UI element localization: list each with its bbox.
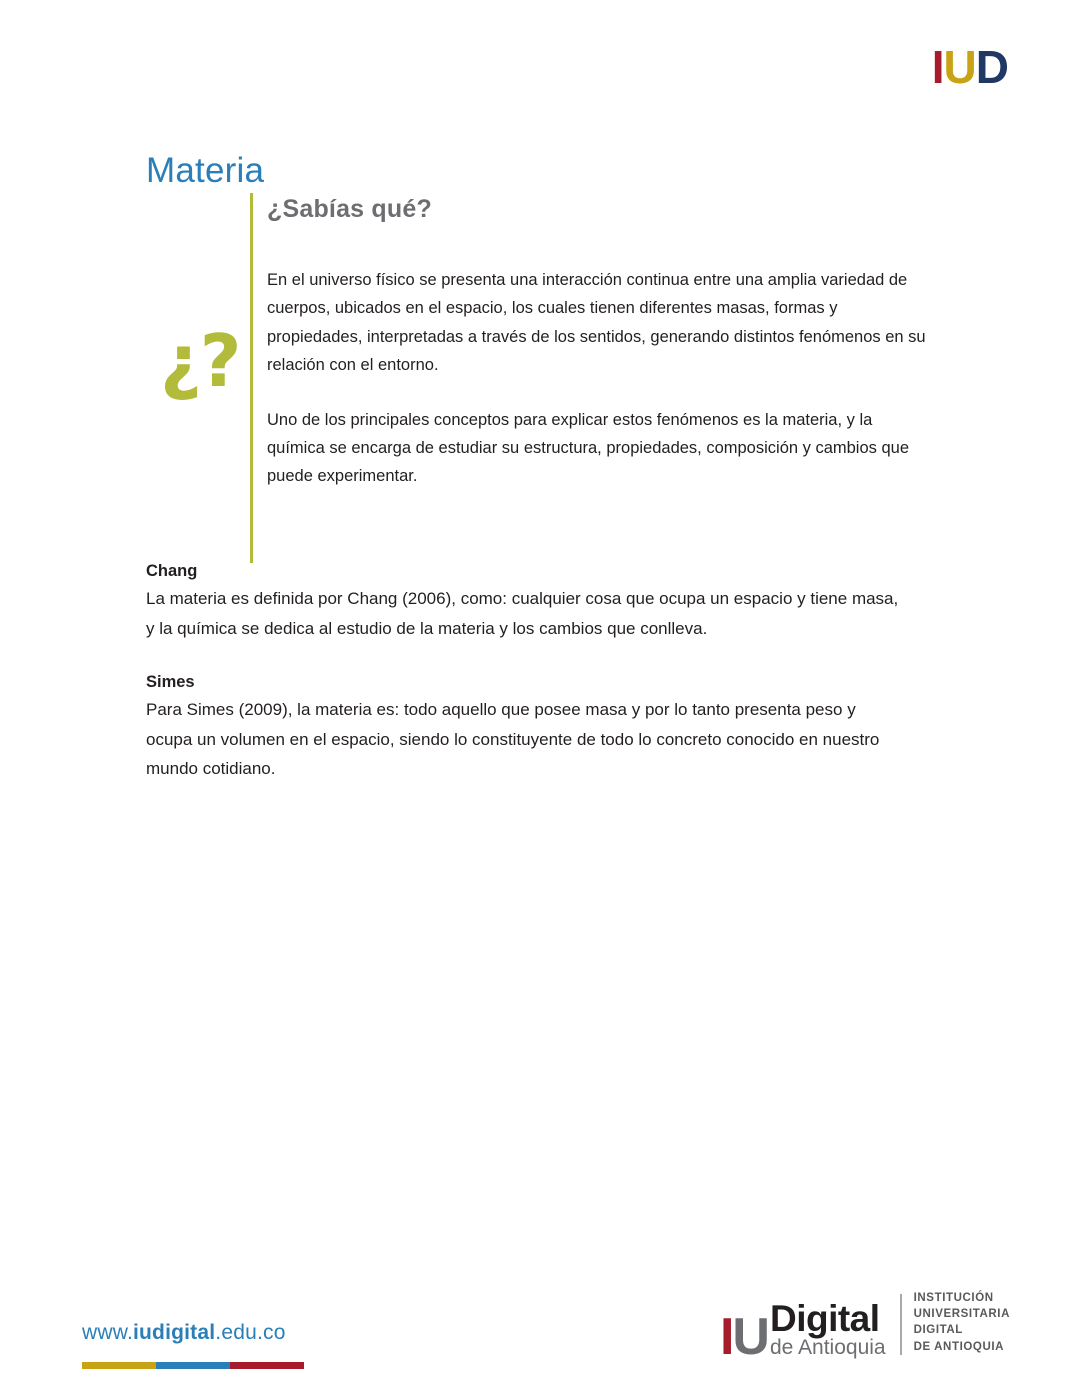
question-marks-icon: ¿? [160, 319, 240, 403]
footer-logo-divider [900, 1294, 902, 1355]
section-body-simes: Para Simes (2009), la materia es: todo aquello que posee masa y por lo tanto presenta peso y ocupa un volumen en el espacio, siendo lo constituyente de todo lo concreto conocido en nuestro mundo cotidiano. [146, 700, 880, 779]
footer-institution-line-2: UNIVERSITARIA [913, 1308, 1010, 1321]
footer-color-bars [82, 1362, 304, 1369]
iud-logo-letter-d: D [975, 41, 1008, 93]
iud-logo-letter-u: U [943, 41, 976, 93]
footer-bar-red [230, 1362, 304, 1369]
callout-text-column [267, 193, 926, 563]
section-body-chang: La materia es definida por Chang (2006), como: cualquier cosa que ocupa un espacio y tiene masa, y la química se dedica al estudio de la materia y los cambios que conlleva. [146, 589, 899, 638]
definitions-section [146, 562, 906, 784]
iud-logo-letter-i: I [931, 41, 944, 93]
footer-url-brand: iudigital [132, 1321, 216, 1344]
callout-paragraph-1: En el universo físico se presenta una interacción continua entre una amplia variedad de cuerpos, ubicados en el espacio, los cuales tienen diferentes masas, formas y propiedades, interpretadas a través de los sentidos, generando distintos fenómenos en su relación con el entorno. [267, 271, 926, 375]
footer-logo-digital: Digital [769, 1297, 880, 1339]
callout-heading: ¿Sabías qué? [267, 195, 432, 223]
footer-logo-institution-block [914, 1290, 1010, 1359]
page-title: Materia [146, 151, 265, 191]
section-title-simes: Simes [146, 673, 195, 692]
iu-digital-footer-logo [719, 1290, 1010, 1366]
section-title-chang: Chang [146, 562, 198, 580]
footer-url-prefix: www. [82, 1321, 133, 1344]
callout-paragraph-2: Uno de los principales conceptos para explicar estos fenómenos es la materia, y la química se encarga de estudiar su estructura, propiedades, composición y cambios que puede experimentar. [267, 410, 910, 486]
callout-bottom-spacer [267, 517, 926, 563]
footer-url-suffix: .edu.co [215, 1321, 286, 1344]
callout-accent-bar [250, 193, 253, 563]
footer-institution-line-1: INSTITUCIÓN [913, 1291, 994, 1304]
did-you-know-callout [146, 193, 926, 563]
footer-logo-de-antioquia: de Antioquia [769, 1335, 886, 1359]
footer-institution-line-3: DIGITAL [913, 1324, 963, 1337]
iud-logo [931, 41, 1008, 93]
footer-institution-line-4: DE ANTIOQUIA [913, 1340, 1005, 1353]
footer-logo-iu: IU [719, 1308, 768, 1366]
footer-bar-yellow [82, 1362, 156, 1369]
footer-bar-blue [156, 1362, 230, 1369]
callout-icon-column [146, 193, 250, 563]
footer-website-url[interactable] [82, 1321, 286, 1345]
